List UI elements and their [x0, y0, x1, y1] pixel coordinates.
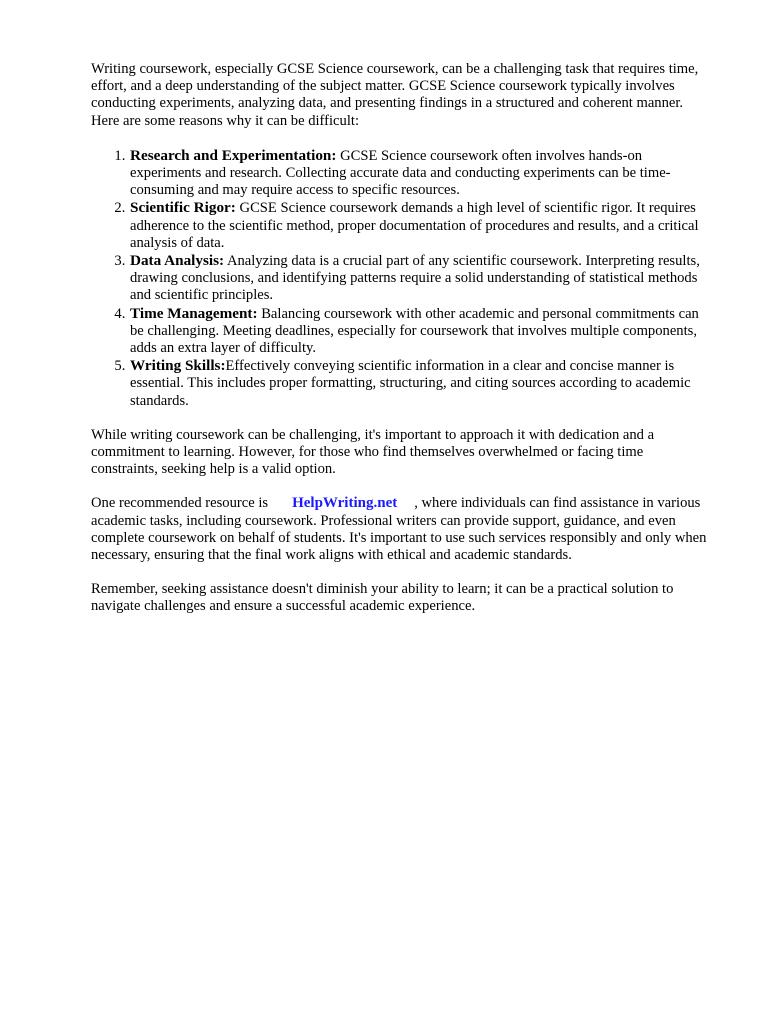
closing-paragraph: Remember, seeking assistance doesn't diminish your ability to learn; it can be a practical solution to navigate challenges and ensure a successful academic experience. — [91, 581, 674, 615]
resource-body-text: , where individuals can find assistance in various academic tasks, including coursework. Professional writers can provide support, guidance, and even complete coursework on behalf of students. It's important to use such services responsibly and only when necessary, ensuring that the final work aligns with ethical and academic standards. — [91, 495, 707, 564]
reason-term: Writing Skills: — [130, 357, 226, 375]
reason-term: Data Analysis: — [130, 252, 225, 270]
reason-item — [129, 357, 713, 410]
challenge-paragraph: While writing coursework can be challenging, it's important to approach it with dedication and a commitment to learning. However, for those who find themselves overwhelmed or facing time constraints, seeking help is a valid option. — [91, 426, 655, 478]
reason-term: Time Management: — [130, 304, 258, 322]
reason-term: Scientific Rigor: — [130, 199, 236, 217]
reason-text: GCSE Science coursework often involves hands-on experiments and research. Collecting accurate data and conducting experiments can be time-consuming and may require access to specific resources. — [130, 147, 671, 199]
reason-text: Analyzing data is a crucial part of any scientific coursework. Interpreting results, drawing conclusions, and identifying patterns require a solid understanding of statistical methods and scientific principles. — [130, 253, 700, 304]
reason-text: GCSE Science coursework demands a high level of scientific rigor. It requires adherence to the scientific method, proper documentation of procedures and results, and a critical analysis of data. — [130, 200, 699, 251]
reason-text: Effectively conveying scientific information in a clear and concise manner is essential. This includes proper formatting, structuring, and citing sources according to academic standards. — [130, 358, 691, 409]
resource-paragraph — [91, 495, 713, 564]
reasons-list — [91, 147, 713, 410]
reason-item — [129, 199, 713, 252]
document-page — [91, 61, 713, 633]
reason-text: Balancing coursework with other academic and personal commitments can be challenging. Meeting deadlines, especially for coursework that involves multiple components, adds an extra layer of difficulty. — [130, 305, 699, 357]
reason-item — [129, 252, 713, 305]
reason-term: Research and Experimentation: — [130, 146, 337, 164]
intro-paragraph: Writing coursework, especially GCSE Science coursework, can be a challenging task that requires time, effort, and a deep understanding of the subject matter. GCSE Science coursework typically involves conducting experiments, analyzing data, and presenting findings in a structured and coherent manner. Here are some reasons why it can be difficult: — [91, 61, 699, 129]
reason-item — [129, 147, 713, 200]
helpwriting-link[interactable]: HelpWriting.net — [292, 495, 398, 512]
resource-lead-text: One recommended resource is — [91, 495, 269, 512]
reason-item — [129, 305, 713, 358]
